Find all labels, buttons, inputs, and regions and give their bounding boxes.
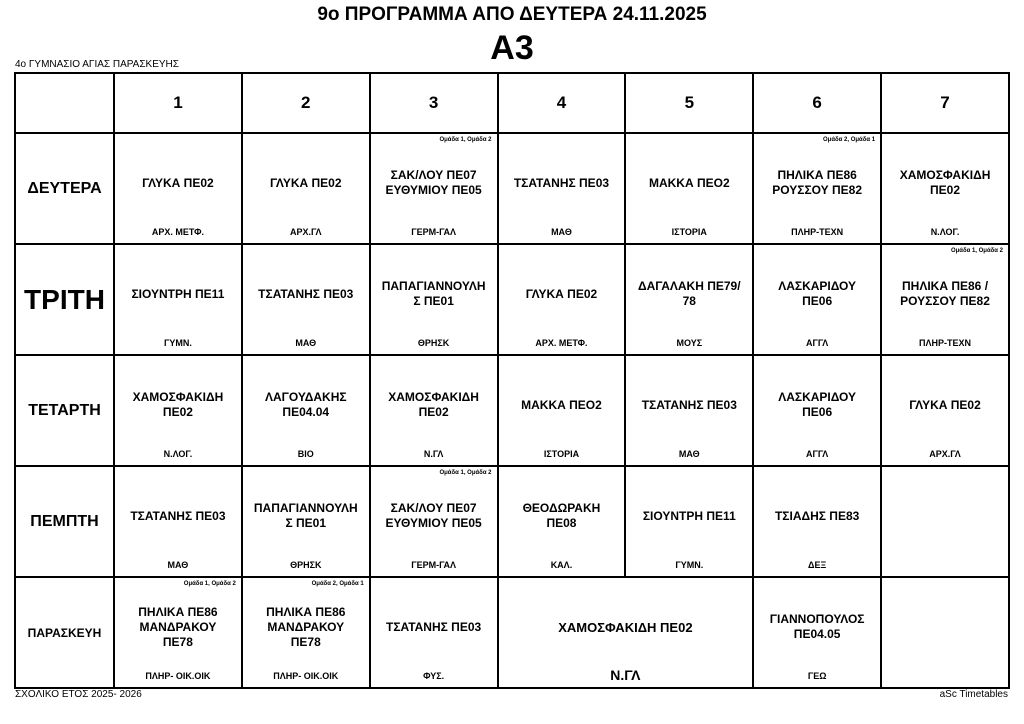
lesson-subject: ΑΡΧ.ΓΛ [290, 227, 322, 237]
lesson-subject: ΦΥΣ. [423, 671, 445, 681]
lesson-cell [881, 466, 1009, 577]
lesson-subject: ΙΣΤΟΡΙΑ [543, 449, 580, 459]
lesson-teacher: ΛΑΣΚΑΡΙΔΟΥ ΠΕ06 [778, 390, 857, 419]
lesson-cell [881, 577, 1009, 688]
lesson-subject: ΓΕΡΜ-ΓΑΛ [411, 227, 457, 237]
lesson-teacher: ΠΑΠΑΓΙΑΝΝΟΥΛΗ Σ ΠΕ01 [253, 501, 358, 530]
lesson-cell [114, 466, 242, 577]
lesson-cell [242, 466, 370, 577]
period-header: 6 [753, 73, 881, 133]
lesson-subject: Ν.ΓΛ [610, 667, 641, 683]
lesson-cell [881, 355, 1009, 466]
lesson-cell [753, 355, 881, 466]
lesson-teacher: ΠΗΛΙΚΑ ΠΕ86 / ΡΟΥΣΣΟΥ ΠΕ82 [900, 279, 990, 308]
lesson-subject: ΓΥΜΝ. [675, 560, 704, 570]
lesson-teacher: ΓΙΑΝΝΟΠΟΥΛΟΣ ΠΕ04.05 [769, 612, 865, 641]
day-label: ΠΕΜΠΤΗ [15, 466, 114, 577]
lesson-teacher: ΣΑΚ/ΛΟΥ ΠΕ07 ΕΥΘΥΜΙΟΥ ΠΕ05 [385, 501, 482, 530]
lesson-teacher: ΣΑΚ/ΛΟΥ ΠΕ07 ΕΥΘΥΜΙΟΥ ΠΕ05 [385, 168, 482, 197]
lesson-cell [242, 577, 370, 688]
lesson-subject: ΠΛΗΡ- ΟΙΚ.ΟΙΚ [145, 671, 211, 681]
lesson-teacher: ΘΕΟΔΩΡΑΚΗ ΠΕ08 [522, 501, 601, 530]
lesson-teacher: ΓΛΥΚΑ ΠΕ02 [270, 175, 342, 190]
lesson-teacher: ΜΑΚΚΑ ΠΕΟ2 [648, 175, 730, 190]
lesson-cell [114, 133, 242, 244]
lesson-cell [625, 355, 753, 466]
lesson-teacher: ΧΑΜΟΣΦΑΚΙΔΗ ΠΕ02 [899, 168, 991, 197]
day-row [15, 466, 1009, 577]
lesson-cell [753, 133, 881, 244]
lesson-teacher: ΤΣΙΑΔΗΣ ΠΕ83 [774, 508, 860, 523]
day-label: ΠΑΡΑΣΚΕΥΗ [15, 577, 114, 688]
corner-cell [15, 73, 114, 133]
day-label: ΤΡΙΤΗ [15, 244, 114, 355]
lesson-group: Ομάδα 1, Ομάδα 2 [950, 248, 1003, 254]
lesson-cell [881, 244, 1009, 355]
day-row [15, 355, 1009, 466]
day-label: ΔΕΥΤΕΡΑ [15, 133, 114, 244]
lesson-teacher: ΛΑΓΟΥΔΑΚΗΣ ΠΕ04.04 [264, 390, 347, 419]
lesson-subject: ΜΑΘ [678, 449, 700, 459]
lesson-subject: ΑΓΓΛ [805, 338, 829, 348]
lesson-group: Ομάδα 1, Ομάδα 2 [439, 470, 492, 476]
lesson-teacher: ΓΛΥΚΑ ΠΕ02 [525, 286, 598, 301]
lesson-cell [498, 355, 626, 466]
period-header-row [15, 73, 1009, 133]
lesson-teacher: ΤΣΑΤΑΝΗΣ ΠΕ03 [386, 619, 482, 634]
lesson-teacher: ΓΛΥΚΑ ΠΕ02 [142, 175, 214, 190]
lesson-group: Ομάδα 2, Ομάδα 1 [823, 137, 876, 143]
period-header: 3 [370, 73, 498, 133]
lesson-teacher: ΤΣΑΤΑΝΗΣ ΠΕ03 [258, 286, 354, 301]
lesson-group: Ομάδα 1, Ομάδα 2 [439, 137, 492, 143]
lesson-subject: ΙΣΤΟΡΙΑ [671, 227, 707, 237]
lesson-teacher: ΣΙΟΥΝΤΡΗ ΠΕ11 [131, 286, 225, 301]
lesson-subject: ΓΕΡΜ-ΓΑΛ [411, 560, 457, 570]
lesson-teacher: ΤΣΑΤΑΝΗΣ ΠΕ03 [513, 175, 610, 190]
lesson-subject: ΑΡΧ. ΜΕΤΦ. [151, 227, 204, 237]
lesson-cell [753, 466, 881, 577]
lesson-subject: ΜΑΘ [295, 338, 317, 348]
lesson-subject: ΚΑΛ. [550, 560, 573, 570]
lesson-teacher: ΛΑΣΚΑΡΙΔΟΥ ΠΕ06 [778, 279, 857, 308]
lesson-teacher [886, 602, 1004, 652]
lesson-teacher: ΧΑΜΟΣΦΑΚΙΔΗ ΠΕ02 [558, 619, 693, 635]
lesson-teacher: ΜΑΚΚΑ ΠΕΟ2 [521, 397, 602, 412]
lesson-teacher: ΤΣΑΤΑΝΗΣ ΠΕ03 [641, 397, 737, 412]
lesson-cell [625, 133, 753, 244]
period-header: 2 [242, 73, 370, 133]
lesson-cell [242, 244, 370, 355]
lesson-cell [242, 133, 370, 244]
lesson-cell [498, 577, 754, 688]
lesson-teacher: ΓΛΥΚΑ ΠΕ02 [909, 397, 981, 412]
lesson-cell [370, 466, 498, 577]
generator-credit: aSc Timetables [939, 689, 1008, 700]
lesson-subject: ΠΛΗΡ-ΤΕΧΝ [919, 338, 972, 348]
day-label: ΤΕΤΑΡΤΗ [15, 355, 114, 466]
lesson-teacher: ΧΑΜΟΣΦΑΚΙΔΗ ΠΕ02 [388, 390, 479, 419]
lesson-cell [370, 355, 498, 466]
period-header: 5 [625, 73, 753, 133]
lesson-cell [498, 466, 626, 577]
lesson-subject: Ν.ΓΛ [423, 449, 444, 459]
lesson-subject: ΔΕΞ [808, 560, 827, 570]
period-header: 7 [881, 73, 1009, 133]
lesson-cell [370, 577, 498, 688]
school-year: ΣΧΟΛΙΚΟ ΕΤΟΣ 2025- 2026 [15, 689, 142, 700]
school-name: 4ο ΓΥΜΝΑΣΙΟ ΑΓΙΑΣ ΠΑΡΑΣΚΕΥΗΣ [15, 59, 179, 70]
lesson-subject: ΑΡΧ.ΓΛ [929, 449, 961, 459]
lesson-teacher: ΣΙΟΥΝΤΡΗ ΠΕ11 [642, 508, 736, 523]
class-name: Α3 [490, 29, 534, 67]
lesson-group: Ομάδα 2, Ομάδα 1 [311, 581, 364, 587]
timetable [14, 72, 1010, 689]
period-header: 1 [114, 73, 242, 133]
lesson-subject: ΠΛΗΡ-ΤΕΧΝ [791, 227, 844, 237]
lesson-subject: ΓΥΜΝ. [163, 338, 192, 348]
lesson-subject: ΒΙΟ [297, 449, 314, 459]
lesson-subject: ΑΓΓΛ [805, 449, 829, 459]
lesson-subject: ΠΛΗΡ- ΟΙΚ.ΟΙΚ [273, 671, 339, 681]
lesson-cell [242, 355, 370, 466]
lesson-cell [114, 577, 242, 688]
lesson-subject: ΓΕΩ [807, 671, 827, 681]
lesson-cell [370, 133, 498, 244]
lesson-teacher: ΠΑΠΑΓΙΑΝΝΟΥΛΗ Σ ΠΕ01 [381, 279, 486, 308]
period-header: 4 [498, 73, 626, 133]
lesson-subject: ΘΡΗΣΚ [290, 560, 322, 570]
lesson-subject: ΜΟΥΣ [676, 338, 703, 348]
lesson-teacher: ΠΗΛΙΚΑ ΠΕ86 ΜΑΝΔΡΑΚΟΥ ΠΕ78 [266, 604, 346, 649]
lesson-cell [881, 133, 1009, 244]
lesson-teacher: ΔΑΓΑΛΑΚΗ ΠΕ79/ 78 [638, 279, 741, 308]
lesson-cell [625, 244, 753, 355]
lesson-cell [753, 244, 881, 355]
lesson-cell [370, 244, 498, 355]
lesson-cell [498, 133, 626, 244]
lesson-cell [498, 244, 626, 355]
day-row [15, 577, 1009, 688]
lesson-subject: Ν.ΛΟΓ. [163, 449, 193, 459]
lesson-subject: Ν.ΛΟΓ. [930, 227, 960, 237]
day-row [15, 244, 1009, 355]
lesson-cell [114, 355, 242, 466]
lesson-teacher: ΤΣΑΤΑΝΗΣ ΠΕ03 [130, 508, 226, 523]
lesson-teacher: ΠΗΛΙΚΑ ΠΕ86 ΜΑΝΔΡΑΚΟΥ ΠΕ78 [138, 604, 218, 649]
lesson-subject: ΜΑΘ [551, 227, 572, 237]
lesson-subject: ΜΑΘ [167, 560, 189, 570]
lesson-cell [625, 466, 753, 577]
lesson-subject: ΑΡΧ. ΜΕΤΦ. [535, 338, 588, 348]
lesson-cell [114, 244, 242, 355]
page-title: 9ο ΠΡΟΓΡΑΜΜΑ ΑΠΟ ΔΕΥΤΕΡΑ 24.11.2025 [317, 4, 707, 25]
day-row [15, 133, 1009, 244]
lesson-subject: ΘΡΗΣΚ [417, 338, 450, 348]
lesson-cell [753, 577, 881, 688]
lesson-group: Ομάδα 1, Ομάδα 2 [183, 581, 236, 587]
lesson-teacher [886, 491, 1004, 541]
lesson-teacher: ΧΑΜΟΣΦΑΚΙΔΗ ΠΕ02 [132, 390, 224, 419]
lesson-teacher: ΠΗΛΙΚΑ ΠΕ86 ΡΟΥΣΣΟΥ ΠΕ82 [772, 168, 863, 197]
